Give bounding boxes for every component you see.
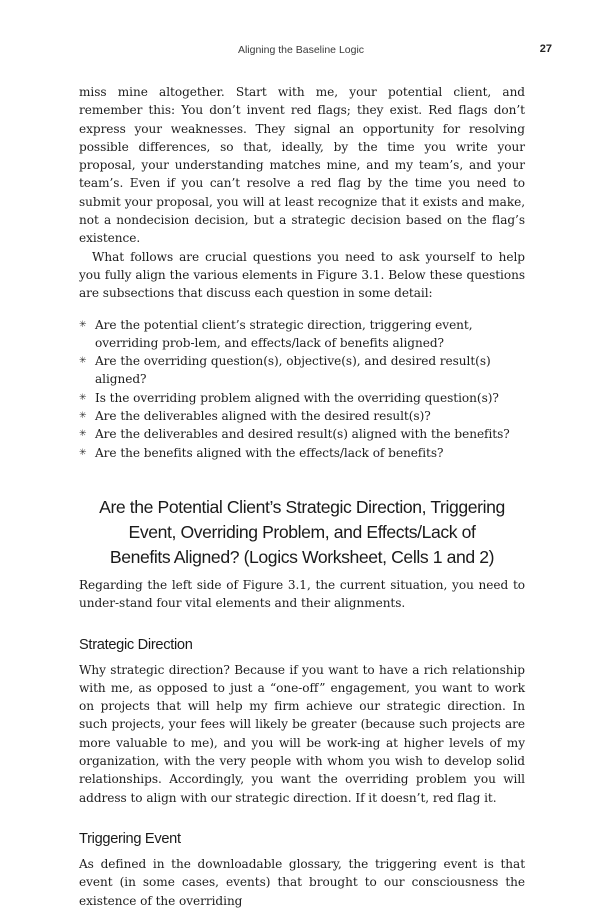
- question-list: [79, 316, 525, 462]
- page-body: [79, 83, 525, 910]
- asterisk-bullet-icon: ✳: [79, 319, 87, 330]
- section-heading-line-3: Benefits Aligned? (Logics Worksheet, Cells 1 and 2): [109, 546, 495, 567]
- list-item: [79, 407, 525, 425]
- subsection-paragraph: As defined in the downloadable glossary, the triggering event is that event (in some cases, events) that brought to our consciousness the existence of the overriding: [79, 856, 525, 908]
- list-item-text: Are the deliverables aligned with the desired result(s)?: [95, 409, 431, 424]
- body-paragraph: miss mine altogether. Start with me, your potential client, and remember this: You don’t invent red flags; they exist. Red flags don’t express your weaknesses. They signal an opportunity for resolving possible differences, so that, ideally, by the time you write your proposal, your understanding matches mine, and my team’s, and your team’s. Even if you can’t resolve a red flag by the time you need to submit your proposal, you will at least recognize that it exists and make, not a nondecision decision, but a strategic decision based on the flag’s existence.: [79, 85, 525, 246]
- list-item: [79, 425, 525, 443]
- subsection-heading-triggering-event: Triggering Event: [79, 830, 181, 847]
- asterisk-bullet-icon: ✳: [79, 392, 87, 403]
- list-item-text: Are the potential client’s strategic direction, triggering event, overriding prob-lem, and effects/lack of benefits aligned?: [95, 317, 473, 350]
- list-item: [79, 316, 525, 353]
- list-item-text: Is the overriding problem aligned with the overriding question(s)?: [95, 390, 499, 405]
- subsection-heading-strategic-direction: Strategic Direction: [79, 636, 193, 653]
- running-head-title: Aligning the Baseline Logic: [237, 44, 365, 56]
- list-item: [79, 389, 525, 407]
- subsection-paragraph: Why strategic direction? Because if you want to have a rich relationship with me, as opposed to just a “one-off” engagement, you want to work on projects that will help my firm achieve our strategic direction. In such projects, your fees will likely be greater (because such projects are more valuable to me), and you will be work-ing at higher levels of my organization, with the very people with whom you wish to develop solid relationships. Accordingly, you want the overriding problem you will address to align with our strategic direction. If it doesn’t, red flag it.: [79, 662, 525, 805]
- asterisk-bullet-icon: ✳: [79, 356, 87, 367]
- list-item-text: Are the benefits aligned with the effects/lack of benefits?: [95, 445, 444, 460]
- section-intro: Regarding the left side of Figure 3.1, the current situation, you need to under-stand four vital elements and their alignments.: [79, 577, 525, 611]
- list-item-text: Are the overriding question(s), objective(s), and desired result(s) aligned?: [95, 354, 491, 387]
- list-item: [79, 352, 525, 389]
- body-paragraph: What follows are crucial questions you need to ask yourself to help you fully align the various elements in Figure 3.1. Below these questions are subsections that discuss each question in some detail:: [79, 249, 525, 301]
- section-heading-line-2: Event, Overriding Problem, and Effects/Lack of: [128, 521, 476, 542]
- list-item: [79, 444, 525, 462]
- section-heading-line-1: Are the Potential Client’s Strategic Direction, Triggering: [99, 496, 505, 517]
- page-number: 27: [539, 43, 552, 55]
- asterisk-bullet-icon: ✳: [79, 411, 87, 422]
- asterisk-bullet-icon: ✳: [79, 429, 87, 440]
- list-item-text: Are the deliverables and desired result(s) aligned with the benefits?: [95, 427, 510, 442]
- asterisk-bullet-icon: ✳: [79, 447, 87, 458]
- section-heading: [79, 495, 525, 570]
